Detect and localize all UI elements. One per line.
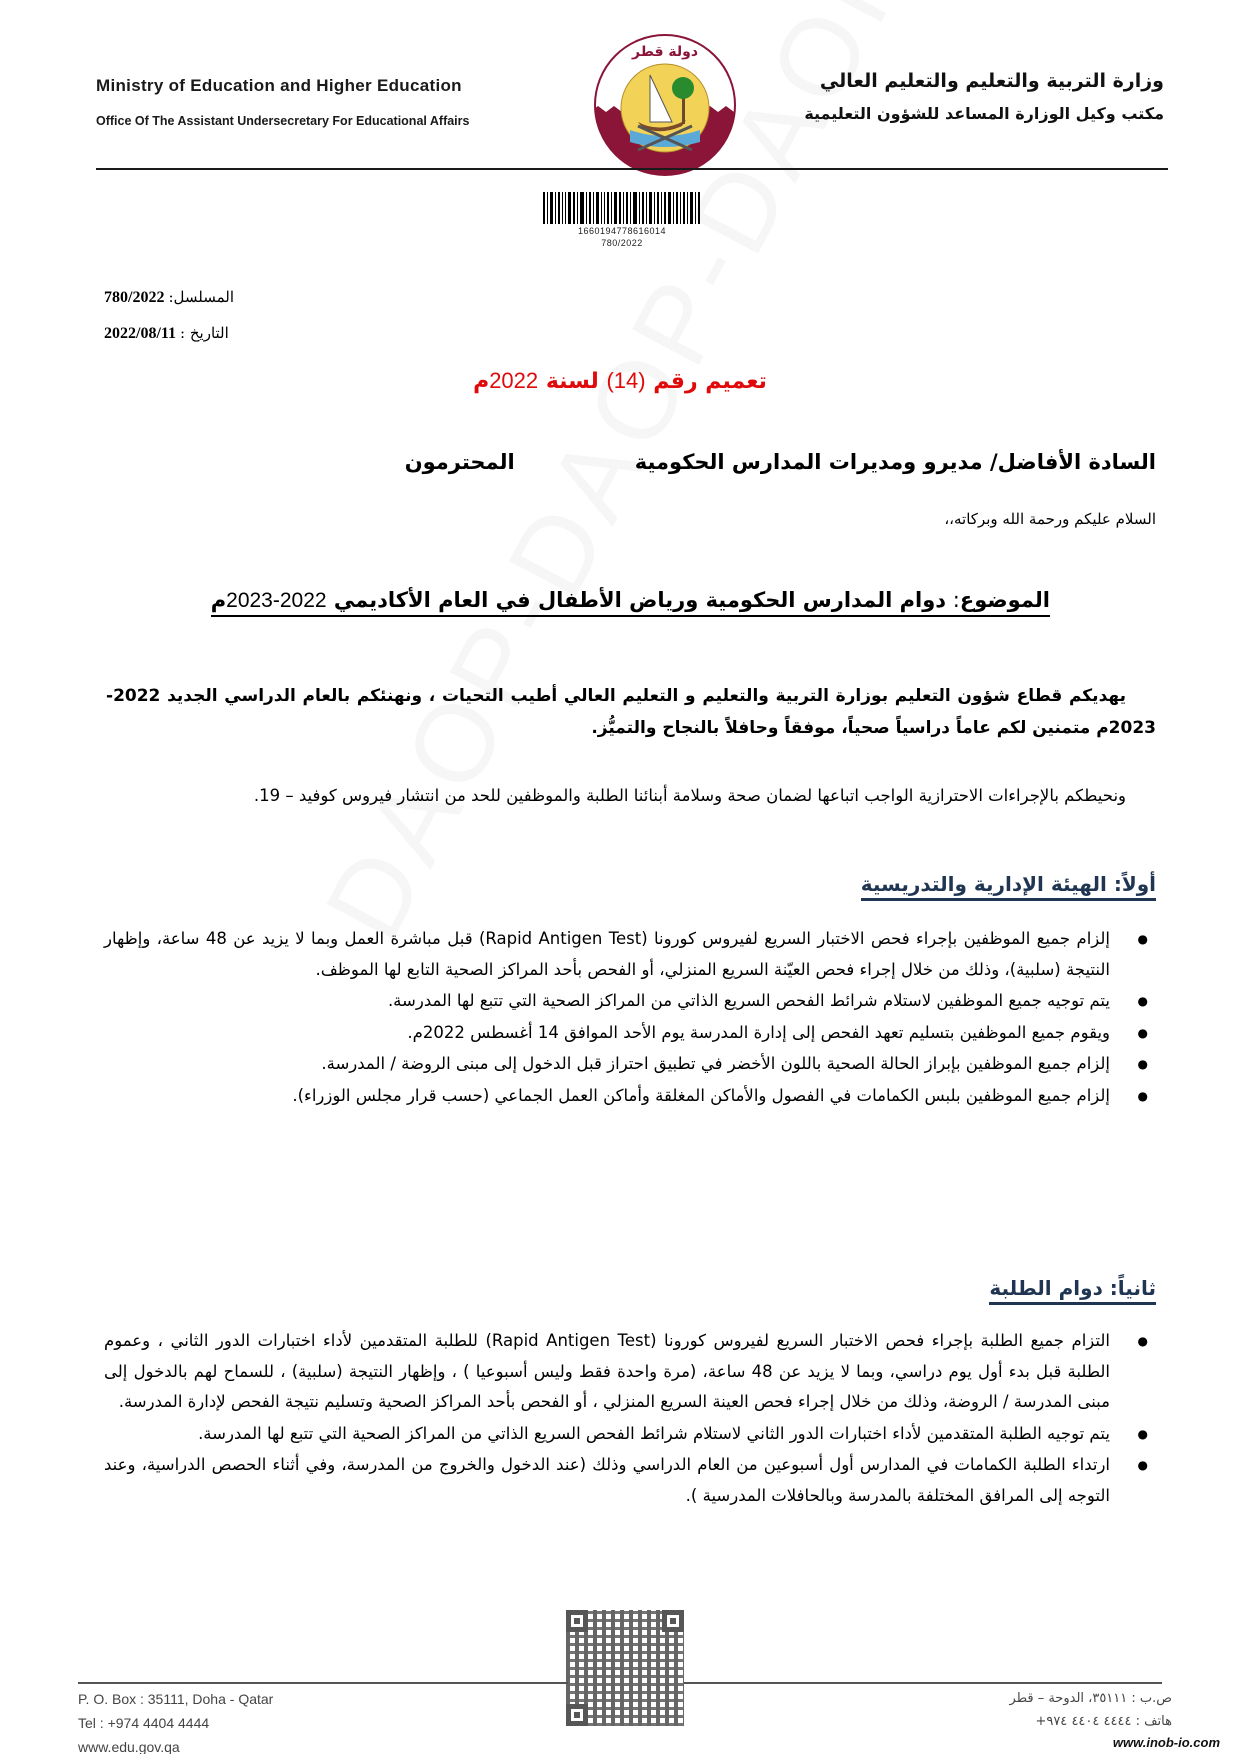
section-heading-students: ثانياً: دوام الطلبة (989, 1276, 1156, 1305)
greeting: السلام عليكم ورحمة الله وبركاته،، (944, 510, 1156, 528)
footer-divider-right (684, 1682, 1162, 1684)
circular-title (0, 368, 1240, 394)
barcode-bars (522, 192, 722, 224)
subject-text: دوام المدارس الحكومية ورياض الأطفال في العام الأكاديمي (333, 588, 947, 612)
list-item: ● يتم توجيه جميع الموظفين لاستلام شرائط الفحص السريع الذاتي من المراكز الصحية التي تتبع لها المدرسة. (104, 986, 1156, 1017)
header-divider (96, 168, 1168, 170)
date-label: التاريخ : (180, 324, 229, 342)
barcode-number: 1660194778616014 (577, 226, 667, 236)
qr-code (566, 1610, 684, 1726)
ministry-name-en: Ministry of Education and Higher Education (96, 76, 462, 95)
intro-paragraph: يهديكم قطاع شؤون التعليم بوزارة التربية والتعليم و التعليم العالي أطيب التحيات ، ونهنئكم بالعام الدراسي الجديد 2022-2023م متمنين لكم عاماً دراسياً صحياً، موفقاً وحافلاً بالنجاح والتميُّز. (106, 686, 1156, 738)
list-item: ● إلزام جميع الموظفين بلبس الكمامات في الفصول والأماكن المغلقة وأماكن العمل الجماعي (حسب قرار مجلس الوزراء). (104, 1081, 1156, 1112)
circular-suffix: م (473, 369, 490, 394)
date-value: 2022/08/11 (104, 325, 177, 342)
section-heading-staff: أولاً: الهيئة الإدارية والتدريسية (861, 872, 1156, 901)
list-item: ● ارتداء الطلبة الكمامات في المدارس أول أسبوعين من العام الدراسي وذلك (عند الدخول والخروج من المدرسة، وفي أثناء الحصص الدراسية، وعند التوجه إلى المرافق المختلفة بالمدرسة وبالحافلات المدرسية ). (104, 1450, 1156, 1511)
addressee-honorific: المحترمون (404, 450, 515, 474)
qatar-emblem-logo (590, 30, 740, 180)
footer-website-link[interactable]: www.edu.gov.qa (78, 1739, 180, 1754)
serial-row (104, 288, 234, 307)
serial-label: المسلسل: (168, 288, 235, 306)
date-row (104, 324, 229, 343)
list-item: ● إلزام جميع الموظفين بإبراز الحالة الصحية باللون الأخضر في تطبيق احتراز قبل الدخول إلى مبنى الروضة / المدرسة. (104, 1049, 1156, 1080)
list-item: ● ويقوم جميع الموظفين بتسليم تعهد الفحص إلى إدارة المدرسة يوم الأحد الموافق 14 أغسطس 2022م. (104, 1018, 1156, 1049)
subject-year: 2022-2023 (226, 589, 327, 612)
list-item: ● يتم توجيه الطلبة المتقدمين لأداء اختبارات الدور الثاني لاستلام شرائط الفحص السريع الذاتي من المراكز الصحية التي تتبع لها المدرسة. (104, 1419, 1156, 1450)
footer-divider-left (78, 1682, 568, 1684)
circular-number: (14) (606, 368, 646, 393)
subject-label: الموضوع (959, 588, 1050, 612)
addressee-to: السادة الأفاضل/ مديرو ومديرات المدارس الحكومية (634, 450, 1156, 474)
footer-arabic (1010, 1687, 1172, 1733)
staff-requirements-list (104, 924, 1156, 1112)
footer-tel-ar: هاتف : ٤٤٤٤ ٤٤٠٤ ٩٧٤+ (1035, 1714, 1172, 1729)
ministry-name-ar: وزارة التربية والتعليم والتعليم العالي (819, 70, 1164, 92)
circular-year: 2022 (489, 368, 539, 393)
footer-pobox-en: P. O. Box : 35111, Doha - Qatar (78, 1691, 274, 1707)
office-name-ar: مكتب وكيل الوزارة المساعد للشؤون التعليمية (804, 104, 1164, 123)
source-watermark-link[interactable]: www.inob-io.com (1112, 1735, 1220, 1750)
header-arabic (804, 70, 1164, 123)
circular-label: تعميم رقم (653, 369, 767, 394)
student-requirements-list (104, 1326, 1156, 1512)
serial-value: 780/2022 (104, 289, 165, 306)
barcode-ref: 780/2022 (601, 238, 643, 248)
office-name-en: Office Of The Assistant Undersecretary For Educational Affairs (96, 114, 470, 128)
emblem-text: دولة قطر (631, 44, 699, 60)
barcode (522, 192, 722, 248)
precautions-paragraph: ونحيطكم بالإجراءات الاحترازية الواجب اتباعها لضمان صحة وسلامة أبنائنا الطلبة والموظفين للحد من انتشار فيروس كوفيد – 19. (253, 786, 1126, 805)
circular-year-label: لسنة (545, 369, 599, 394)
list-item: ● التزام جميع الطلبة بإجراء فحص الاختبار السريع لفيروس كورونا (Rapid Antigen Test) للطلبة المتقدمين لأداء اختبارات الدور الثاني ، وعموم الطلبة قبل بدء أول يوم دراسي، وبما لا يزيد عن 48 ساعة، (مرة واحدة فقط وليس أسبوعيا ) ، وإظهار النتيجة (سلبية) ، للسماح لهم بالدخول إلى مبنى المدرسة / الروضة، وذلك من خلال إجراء فحص العينة السريع المنزلي ، أو الفحص بأحد المراكز الصحية وتسليم نتيجة الفحص لإدارة المدرسة. (104, 1326, 1156, 1418)
list-item: ● إلزام جميع الموظفين بإجراء فحص الاختبار السريع لفيروس كورونا (Rapid Antigen Test) قبل مباشرة العمل وبما لا يزيد عن 48 ساعة، وإظهار النتيجة (سلبية)، وذلك من خلال إجراء فحص العيّنة السريع المنزلي، أو الفحص بأحد المراكز الصحية التابع لها الموظف. (104, 924, 1156, 985)
subject-suffix: م (210, 588, 227, 612)
footer-tel-en: Tel : +974 4404 4444 (78, 1715, 210, 1731)
subject-line: الموضوع: دوام المدارس الحكومية ورياض الأطفال في العام الأكاديمي 2022-2023م (211, 588, 1050, 617)
footer-pobox-ar: ص.ب : ٣٥١١١، الدوحة – قطر (1009, 1691, 1172, 1706)
footer-english (78, 1687, 273, 1754)
header-english (96, 76, 469, 128)
addressee (405, 450, 1156, 474)
